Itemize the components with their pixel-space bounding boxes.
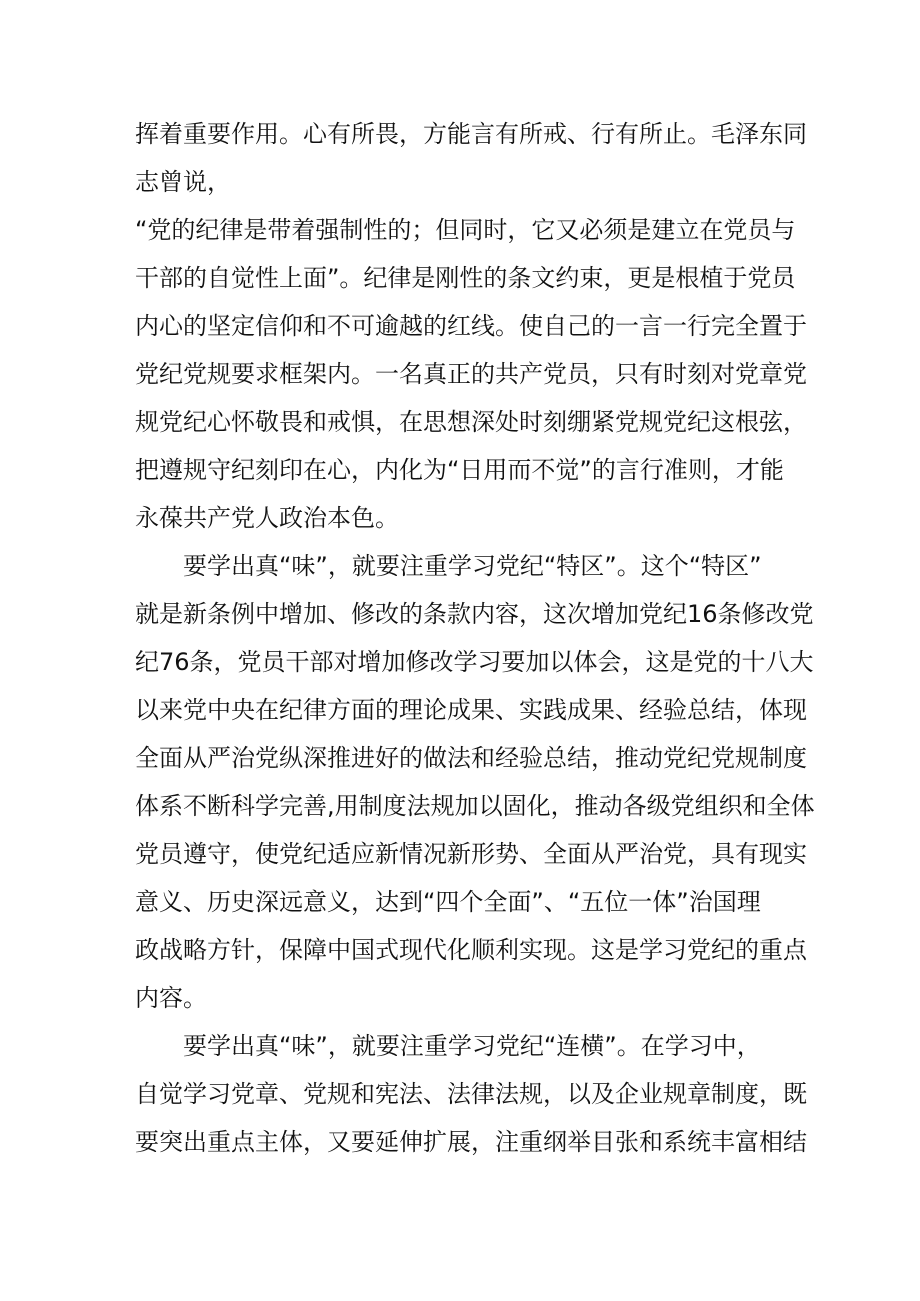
text-line: 永葆共产党人政治本色。 <box>135 504 399 532</box>
text-line: 党员遵守，使党纪适应新情况新形势、全面从严治党，具有现实 <box>135 840 807 868</box>
text-line: 政战略方针，保障中国式现代化顺利实现。这是学习党纪的重点 <box>135 936 807 964</box>
text-line: 内心的坚定信仰和不可逾越的红线。使自己的一言一行完全置于 <box>135 312 807 340</box>
text-line: 就是新条例中增加、修改的条款内容，这次增加党纪16条修改党 <box>135 600 814 628</box>
text-line: 意义、历史深远意义，达到“四个全面”、“五位一体”治国理 <box>135 888 761 916</box>
text-line: 自觉学习党章、党规和宪法、法律法规，以及企业规章制度，既 <box>135 1080 807 1108</box>
text-line: 挥着重要作用。心有所畏，方能言有所戒、行有所止。毛泽东同 <box>135 120 807 148</box>
text-line: 规党纪心怀敬畏和戒惧，在思想深处时刻绷紧党规党纪这根弦， <box>135 408 807 436</box>
text-line: 以来党中央在纪律方面的理论成果、实践成果、经验总结，体现 <box>135 696 807 724</box>
text-line: 干部的自觉性上面”。纪律是刚性的条文约束，更是根植于党员 <box>135 264 796 292</box>
text-line: 纪76条，党员干部对增加修改学习要加以体会，这是党的十八大 <box>135 648 814 676</box>
text-line: 党纪党规要求框架内。一名真正的共产党员，只有时刻对党章党 <box>135 360 807 388</box>
paragraph-first-line: 要学出真“味”，就要注重学习党纪“连横”。在学习中， <box>183 1032 761 1060</box>
text-line: 内容。 <box>135 984 207 1012</box>
text-line: 把遵规守纪刻印在心，内化为“日用而不觉”的言行准则，才能 <box>135 456 784 484</box>
paragraph-first-line: 要学出真“味”，就要注重学习党纪“特区”。这个“特区” <box>183 552 762 580</box>
text-line: 体系不断科学完善,用制度法规加以固化，推动各级党组织和全体 <box>135 792 815 820</box>
text-line: 志曾说， <box>135 168 231 196</box>
text-line: 要突出重点主体，又要延伸扩展，注重纲举目张和系统丰富相结 <box>135 1128 807 1156</box>
text-line: “党的纪律是带着强制性的；但同时，它又必须是建立在党员与 <box>135 216 796 244</box>
text-line: 全面从严治党纵深推进好的做法和经验总结，推动党纪党规制度 <box>135 744 807 772</box>
